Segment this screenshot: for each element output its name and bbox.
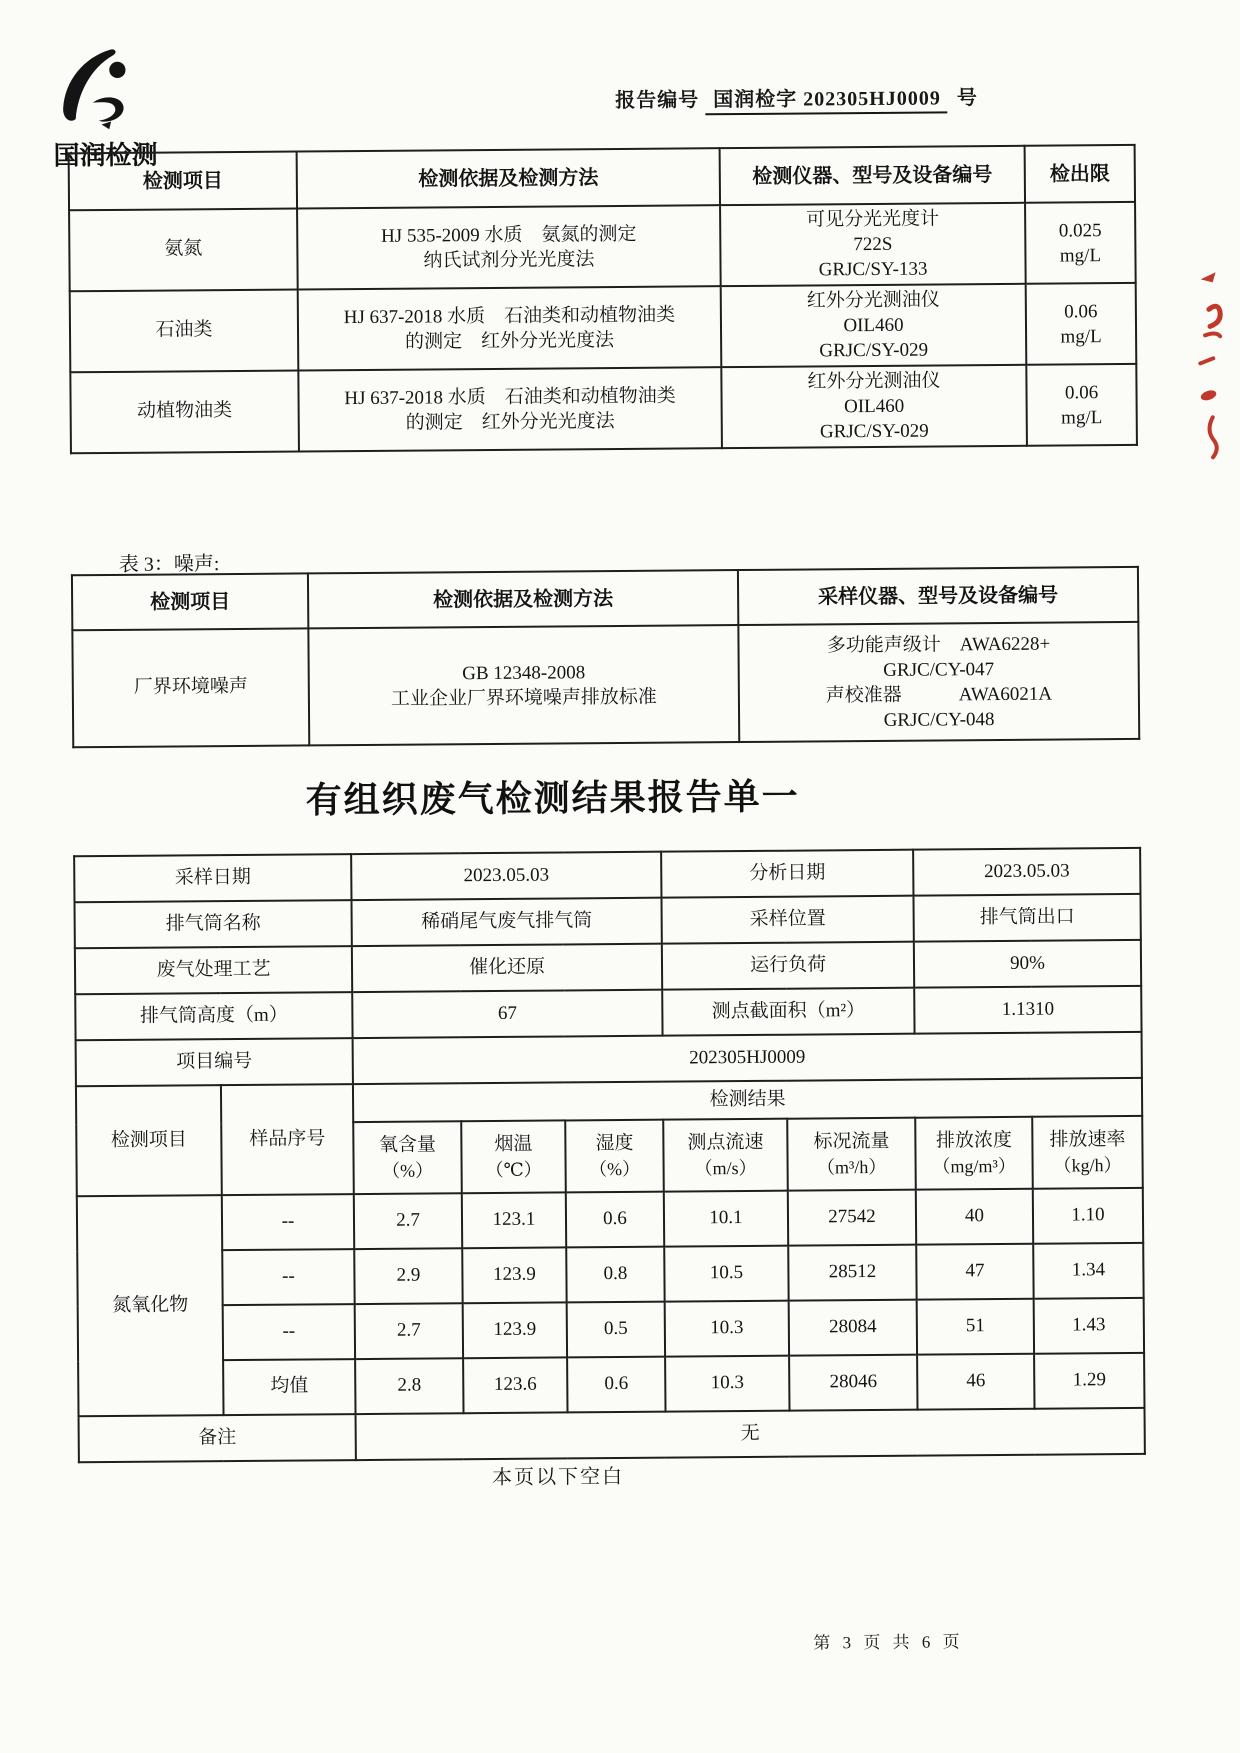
- method-table: [68, 144, 1138, 454]
- result-row: [77, 1243, 1143, 1306]
- value-cell: 2.7: [355, 1303, 463, 1359]
- instrument-line: 多功能声级计 AWA6228+: [826, 633, 1051, 656]
- cell-instrument: [720, 203, 1026, 286]
- cell-limit: [1025, 202, 1136, 284]
- col-unit: （m³/h）: [816, 1156, 887, 1178]
- col-humidity: [565, 1120, 664, 1193]
- value-cell: 1.34: [1033, 1243, 1143, 1299]
- noise-table: [71, 566, 1140, 748]
- value-cell: 10.3: [665, 1301, 789, 1357]
- value-cell: 123.9: [462, 1247, 566, 1303]
- cell-item: 石油类: [70, 290, 299, 373]
- cell-instrument: [738, 622, 1139, 742]
- value-cell: 0.6: [566, 1192, 664, 1248]
- result-row: [77, 1188, 1143, 1251]
- header-instrument: 检测仪器、型号及设备编号: [720, 146, 1025, 205]
- instrument-line: GRJC/CY-047: [883, 658, 995, 681]
- cell-item: 动植物油类: [70, 371, 299, 454]
- cell-method: [308, 625, 739, 745]
- table-row: [70, 364, 1137, 453]
- value-cell: 10.1: [664, 1191, 788, 1247]
- cell-instrument: [721, 365, 1027, 448]
- method-line: 的测定 红外分光光度法: [405, 410, 615, 434]
- info-value: 67: [352, 990, 662, 1038]
- red-annotation-marks-icon: [1184, 257, 1240, 467]
- value-cell: 27542: [788, 1190, 916, 1246]
- instrument-line: OIL460: [843, 395, 905, 418]
- info-value: 稀硝尾气废气排气筒: [352, 898, 662, 946]
- col-unit: （m/s）: [694, 1157, 757, 1179]
- col-unit: （kg/h）: [1053, 1155, 1122, 1176]
- page-footer: 第 3 页 共 6 页: [813, 1632, 964, 1653]
- col-unit: （%）: [382, 1160, 434, 1181]
- table-row: [72, 622, 1139, 747]
- col-name: 排放速率: [1049, 1129, 1126, 1151]
- noise-table-header-row: [72, 567, 1138, 630]
- value-cell: 1.43: [1034, 1298, 1144, 1354]
- value-cell: 28046: [789, 1355, 917, 1411]
- value-cell: 46: [917, 1354, 1034, 1410]
- instrument-line: 722S: [853, 233, 893, 256]
- instrument-line: GRJC/SY-133: [818, 258, 928, 281]
- sample-no: --: [222, 1194, 354, 1250]
- report-number-line: [615, 81, 978, 113]
- project-number-row: [76, 1032, 1142, 1086]
- value-cell: 47: [916, 1244, 1033, 1300]
- cell-instrument: [721, 284, 1027, 367]
- col-name: 标况流量: [813, 1130, 890, 1153]
- header-sampling-instrument: 采样仪器、型号及设备编号: [738, 567, 1138, 625]
- table-row: [69, 202, 1136, 291]
- logo-icon: [55, 48, 156, 135]
- page-title: 有组织废气检测结果报告单一: [305, 776, 800, 821]
- logo-text: 国润检测: [53, 139, 158, 171]
- method-line: HJ 637-2018 水质 石油类和动植物油类: [344, 385, 676, 409]
- header-test-item: 检测项目: [76, 1085, 222, 1196]
- instrument-line: GRJC/CY-048: [883, 708, 995, 731]
- info-label: 废气处理工艺: [75, 946, 352, 994]
- gas-results-table: [73, 847, 1146, 1463]
- report-number-value: 国润检字 202305HJ0009: [705, 87, 947, 115]
- result-row: [78, 1298, 1144, 1361]
- limit-value: 0.06: [1064, 300, 1098, 322]
- instrument-line: OIL460: [843, 314, 904, 337]
- col-flue-temp: [461, 1120, 566, 1193]
- report-number-suffix: 号: [956, 87, 978, 110]
- col-unit: （%）: [589, 1158, 641, 1180]
- info-label: 采样位置: [661, 896, 913, 944]
- results-title: 检测结果: [353, 1078, 1142, 1122]
- limit-value: 0.06: [1064, 381, 1099, 403]
- info-value: 2023.05.03: [913, 848, 1140, 896]
- report-number-label: 报告编号: [615, 89, 700, 113]
- info-value: 1.1310: [914, 986, 1141, 1034]
- instrument-line: GRJC/SY-029: [819, 339, 929, 362]
- col-name: 测点流速: [687, 1131, 764, 1154]
- cell-item: 厂界环境噪声: [72, 628, 309, 747]
- value-cell: 2.7: [354, 1193, 462, 1249]
- info-label: 运行负荷: [662, 942, 914, 990]
- col-concentration: [915, 1117, 1033, 1190]
- col-flow: [787, 1118, 916, 1191]
- below-blank-note: 本页以下空白: [491, 1465, 625, 1490]
- info-label: 采样日期: [74, 854, 351, 902]
- sample-no: 均值: [223, 1359, 355, 1415]
- cell-limit: [1026, 283, 1137, 365]
- col-unit: （℃）: [485, 1159, 542, 1181]
- info-value: 排气筒出口: [914, 894, 1141, 942]
- remark-row: [79, 1408, 1145, 1462]
- info-label: 测点截面积（m²）: [662, 988, 914, 1036]
- cell-limit: [1026, 364, 1137, 446]
- col-unit: （mg/m³）: [932, 1155, 1016, 1177]
- value-cell: 0.5: [567, 1302, 665, 1358]
- value-cell: 0.8: [566, 1247, 664, 1303]
- method-line: HJ 535-2009 水质 氨氮的测定: [380, 223, 637, 247]
- remark-label: 备注: [79, 1414, 356, 1462]
- instrument-line: 红外分光测油仪: [807, 370, 941, 393]
- info-row: [74, 894, 1140, 948]
- col-name: 烟温: [494, 1133, 533, 1155]
- info-value: 90%: [914, 940, 1141, 988]
- instrument-line: 可见分光光度计: [806, 208, 940, 231]
- method-line: 工业企业厂界环境噪声排放标准: [390, 686, 657, 710]
- cell-method: [297, 205, 721, 289]
- method-line: HJ 637-2018 水质 石油类和动植物油类: [343, 304, 676, 328]
- header-test-method: 检测依据及检测方法: [297, 148, 720, 208]
- value-cell: 123.6: [463, 1357, 567, 1413]
- value-cell: 28084: [789, 1300, 917, 1356]
- value-cell: 1.10: [1033, 1188, 1143, 1244]
- col-oxygen: [353, 1121, 462, 1194]
- info-label: 排气筒名称: [74, 900, 351, 948]
- col-name: 湿度: [595, 1132, 634, 1155]
- limit-value: 0.025: [1058, 219, 1102, 242]
- value-cell: 1.29: [1034, 1353, 1144, 1409]
- info-value: 催化还原: [352, 944, 662, 992]
- value-cell: 28512: [788, 1245, 916, 1301]
- sample-no: --: [222, 1249, 354, 1305]
- info-value: 2023.05.03: [351, 852, 661, 900]
- info-label: 分析日期: [661, 850, 913, 898]
- limit-unit: mg/L: [1061, 406, 1103, 429]
- header-test-item: 检测项目: [72, 573, 308, 630]
- col-rate: [1032, 1116, 1143, 1189]
- instrument-line: GRJC/SY-029: [819, 420, 929, 443]
- header-sample-no: 样品序号: [221, 1084, 354, 1195]
- value-cell: 123.9: [463, 1302, 567, 1358]
- col-velocity: [663, 1119, 788, 1192]
- cell-method: [298, 286, 722, 370]
- method-line: 的测定 红外分光光度法: [405, 329, 615, 353]
- info-label: 排气筒高度（m）: [75, 992, 352, 1040]
- method-line: GB 12348-2008: [462, 661, 586, 684]
- method-line: 纳氏试剂分光光度法: [423, 248, 595, 272]
- info-row: [75, 940, 1141, 994]
- value-cell: 10.3: [665, 1356, 789, 1412]
- col-name: 排放浓度: [935, 1129, 1013, 1152]
- result-row-mean: [78, 1353, 1144, 1416]
- value-cell: 40: [916, 1189, 1033, 1245]
- limit-unit: mg/L: [1060, 325, 1102, 348]
- method-table-header-row: [69, 145, 1135, 210]
- value-cell: 0.6: [567, 1357, 665, 1413]
- value-cell: 2.8: [355, 1358, 463, 1414]
- limit-unit: mg/L: [1059, 244, 1102, 267]
- instrument-line: 红外分光测油仪: [806, 289, 940, 312]
- value-cell: 2.9: [354, 1248, 462, 1304]
- header-test-item: 检测项目: [69, 152, 297, 211]
- header-test-method: 检测依据及检测方法: [308, 570, 738, 628]
- noise-table-caption: 表 3：噪声:: [118, 553, 220, 576]
- remark-value: 无: [356, 1408, 1145, 1460]
- project-number-label: 项目编号: [76, 1038, 353, 1086]
- header-detection-limit: 检出限: [1025, 145, 1135, 203]
- table-row: [70, 283, 1137, 372]
- value-cell: 10.5: [664, 1246, 788, 1302]
- instrument-line: 声校准器 AWA6021A: [825, 683, 1053, 706]
- value-cell: 123.1: [462, 1192, 566, 1248]
- info-row: [74, 848, 1140, 902]
- project-number-value: 202305HJ0009: [353, 1032, 1142, 1084]
- cell-item: 氨氮: [69, 209, 298, 292]
- info-row: [75, 986, 1141, 1040]
- cell-method: [298, 367, 722, 451]
- sample-no: --: [223, 1304, 355, 1360]
- col-name: 氧含量: [378, 1134, 437, 1156]
- value-cell: 51: [917, 1299, 1034, 1355]
- pollutant-name: 氮氧化物: [77, 1195, 224, 1416]
